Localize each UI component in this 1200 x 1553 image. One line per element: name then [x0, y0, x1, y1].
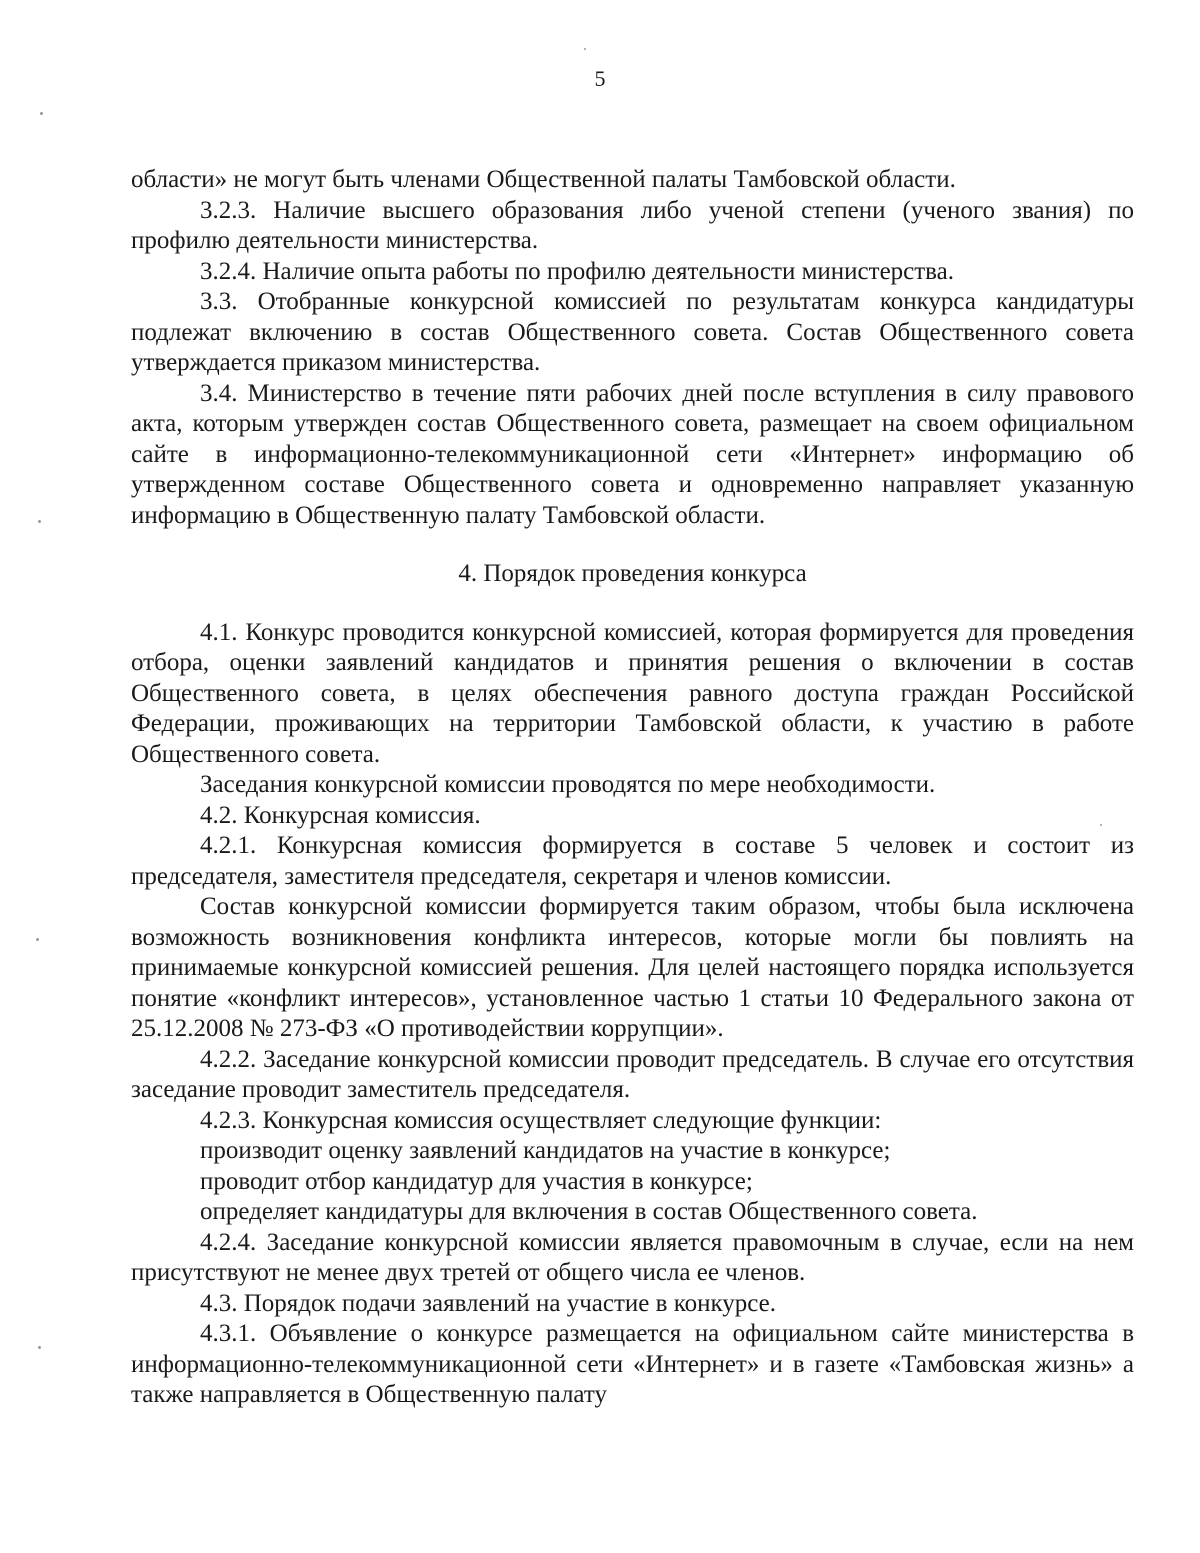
page-number: 5 [594, 66, 606, 91]
scan-speck [584, 48, 586, 50]
paragraph-4-3: 4.3. Порядок подачи заявлений на участие в конкурсе. [200, 1289, 776, 1317]
scan-speck [1100, 824, 1102, 826]
paragraph-3-3: 3.3. Отобранные конкурсной комиссией по результатам конкурса кандидатуры подлежат включению в состав Общественного совета. Состав Общественного совета утверждается приказом министерства. [131, 288, 1134, 376]
paragraph-4-2-1-composition: Состав конкурсной комиссии формируется таким образом, чтобы была исключена возможность возникновения конфликта интересов, которые могли бы повлиять на принимаемые конкурсной комиссией решения. Для целей настоящего порядка используется понятие «конфликт интересов», установленное частью 1 статьи 10 Федерального закона от 25.12.2008 № 273-ФЗ «О противодействии коррупции». [131, 893, 1134, 1042]
paragraph-4-1: 4.1. Конкурс проводится конкурсной комиссией, которая формируется для проведения отбора, оценки заявлений кандидатов и принятия решения о включении в состав Общественного совета, в целях обеспечения равного доступа граждан Российской Федерации, проживающих на территории Тамбовской области, к участию в работе Общественного совета. [131, 618, 1134, 768]
scan-speck [36, 938, 39, 941]
paragraph-continuation: области» не могут быть членами Общественной палаты Тамбовской области. [131, 166, 956, 193]
paragraph-3-4: 3.4. Министерство в течение пяти рабочих дней после вступления в силу правового акта, которым утвержден состав Общественного совета, размещает на своем официальном сайте в информационно-телекоммуникационной сети «Интернет» информацию об утвержденном составе Общественного совета и одновременно направляет указанную информацию в Общественную палату Тамбовской области. [131, 379, 1134, 529]
paragraph-4-2: 4.2. Конкурсная комиссия. [200, 801, 481, 829]
paragraph-3-2-4: 3.2.4. Наличие опыта работы по профилю деятельности министерства. [200, 257, 955, 285]
list-item-function-2: проводит отбор кандидатур для участия в конкурсе; [200, 1167, 753, 1195]
scan-speck [40, 112, 43, 115]
list-item-function-1: производит оценку заявлений кандидатов на участие в конкурсе; [200, 1137, 891, 1164]
paragraph-3-2-3: 3.2.3. Наличие высшего образования либо ученой степени (ученого звания) по профилю деятельности министерства. [131, 196, 1134, 254]
list-item-function-3: определяет кандидатуры для включения в состав Общественного совета. [200, 1198, 978, 1225]
paragraph-4-2-4: 4.2.4. Заседание конкурсной комиссии является правомочным в случае, если на нем присутствуют не менее двух третей от общего числа ее членов. [131, 1228, 1134, 1286]
scan-speck [38, 520, 41, 523]
document-body [131, 165, 1134, 1411]
paragraph-4-2-3: 4.2.3. Конкурсная комиссия осуществляет следующие функции: [200, 1106, 882, 1134]
paragraph-4-1-sessions: Заседания конкурсной комиссии проводятся по мере необходимости. [200, 771, 936, 798]
paragraph-4-2-2: 4.2.2. Заседание конкурсной комиссии проводит председатель. В случае его отсутствия заседание проводит заместитель председателя. [131, 1045, 1134, 1103]
section-heading-4: 4. Порядок проведения конкурса [458, 560, 807, 587]
scan-speck [38, 1346, 41, 1349]
paragraph-4-2-1: 4.2.1. Конкурсная комиссия формируется в составе 5 человек и состоит из председателя, заместителя председателя, секретаря и членов комиссии. [131, 832, 1134, 890]
paragraph-4-3-1: 4.3.1. Объявление о конкурсе размещается на официальном сайте министерства в информационно-телекоммуникационной сети «Интернет» и в газете «Тамбовская жизнь» а также направляется в Общественную палату [131, 1320, 1134, 1408]
